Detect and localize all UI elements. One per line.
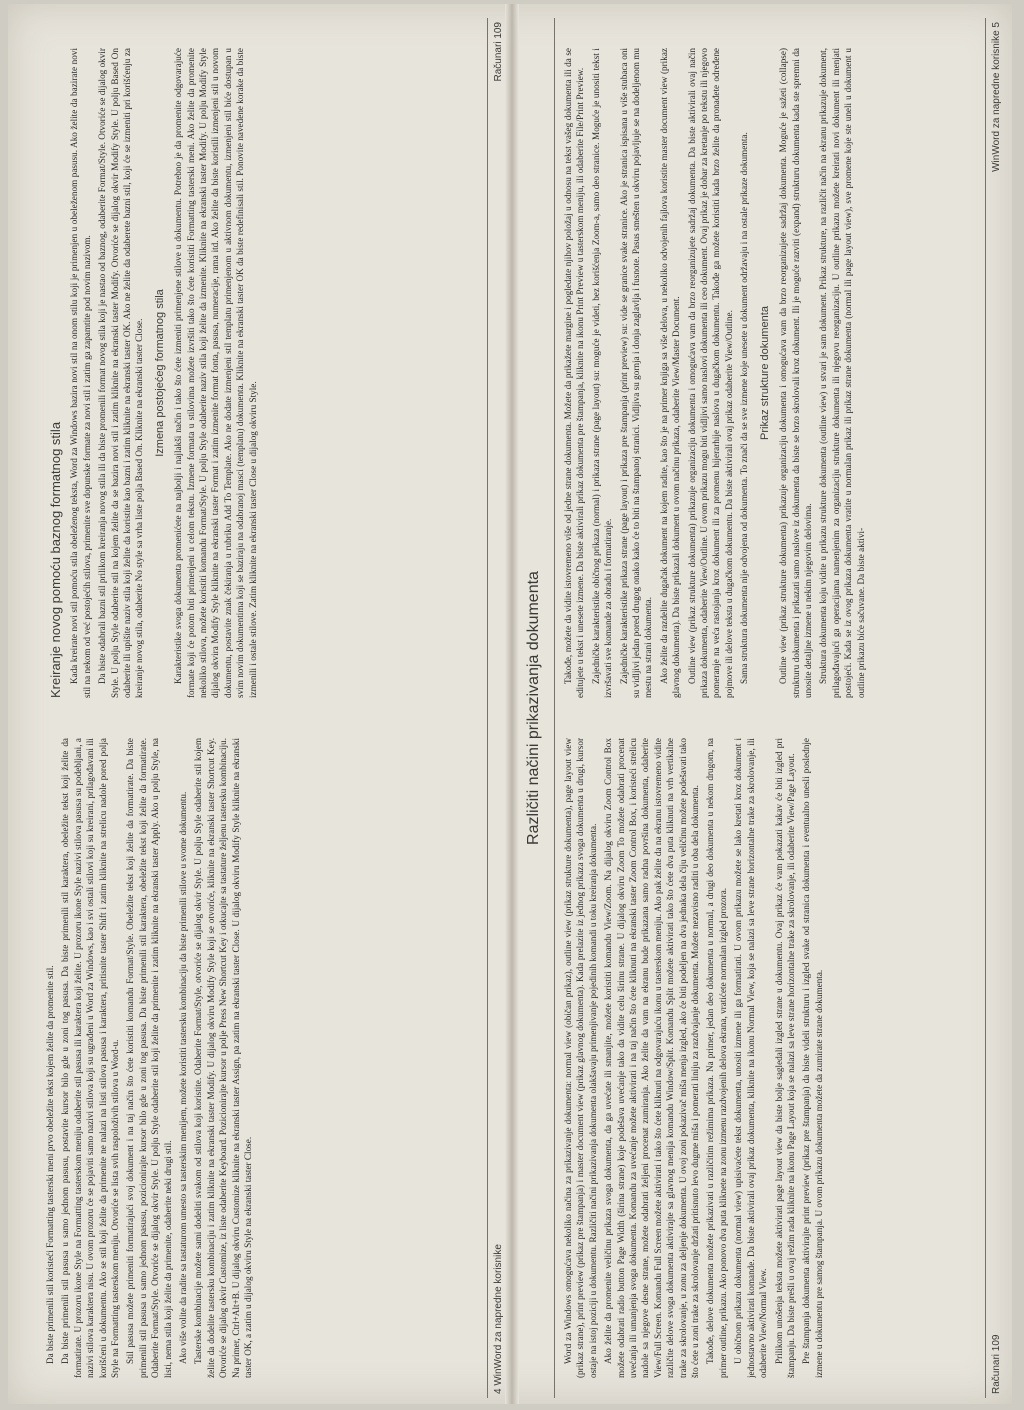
- paragraph: Struktura dokumenta koju vidite u prikazu strukture dokumenta (outline view) u stvari je sam dokument. Prikaz strukture, na različit način na ekranu prikazuje dokument, prilagođavajući ga operacijama namenjenim za organizaciju strukture dokumenta ili njegovu reorganizaciju. U outline prikazu možete kreirati novi dokument ili menjati postojeći. Kada se iz ovog prikaza dokumenta vratite u normalan prikaz ili prikaz strane dokumenta (normal ili page layout view), sve promene koje ste uneli u dokument u outline prikazu biće sačuvane. Da biste aktivi-: [818, 48, 866, 698]
- paragraph: Outline view (prikaz strukture dokumenta) prikazuje organizaciju dokumenta i omogućava vam da brzo reorganizujete sadržaj dokumenta. Moguće je sažeti (collapse) strukturu dokumenta i prikazati samo naslove iz dokumenta da biste se brzo skrolovali kroz dokument. Ili je moguće razviti (expand) strukturu dokumenta kada ste spremni da unosite detaljne izmene u nekim njegovim delovima.: [778, 48, 813, 698]
- footer-right: Računari 109: [493, 22, 504, 82]
- paragraph: Karakteristike svoga dokumenta promenićete na najbolji i najlakši način i tako što ćete izmeniti primenjene stilove u dokumentu. Potrebno je da promenite odgovarajuće formate koji će potom biti primenjeni u celom tekstu. Izmene formata u stilovima možete izvršiti tako što ćete koristiti Formatting tasterski meni. Ako želite da promenite nekoliko stilova, možete koristiti komandu Format/Style. U polju Style odaberite naziv stila koji želite da izmenite. Kliknite na ekranski taster Modify. U polju Modify Style dijalog okvira Modify Style kliknite na ekranski taster Format i zatim izmenite format fonta, pasusa, numeracije, rama itd. Ako želite da biste koristili izmenjeni stil u novom dokumentu, postavite znak čekiranja u rubriku Add To Template. Ako ne dodate izmenjeni stil templatu primenjenom u aktivnom dokumentu, izmenjeni stil biće dostupan u svim novim dokumentima koji se baziraju na odabranoj masci (templatu) dokumenta. Kliknite na ekranski taster OK da biste redefinisali stil. Ponovite navedene korake da biste izmenili i ostale stilove. Zatim kliknite na ekranski taster Close u dijalog okviru Style.: [173, 48, 258, 698]
- paragraph: Word za Windows omogućava nekoliko načina za prikazivanje dokumenta: normal view (običan prikaz), outline view (prikaz strukture dokumenta), page layout view (prikaz strane), print preview (prikaz pre štampanja) i master document view (prikaz glavnog dokumenta). Kada prelazite iz jednog prikaza svoga dokumenta u drugi, kursor ostaje na istoj poziciji u dokumentu. Različiti načini prikazivanja dokumenta olakšavaju primenjivanje pojedinih komandi u toku kreiranja dokumenta.: [563, 738, 598, 1378]
- section-heading: Kreiranje novog pomoću baznog formatnog stila: [48, 421, 63, 698]
- left-page: [30, 18, 510, 1398]
- footer-left: 4 WinWord za napredne korisnike: [493, 1244, 504, 1394]
- paragraph: Da biste primenili stil koristeći Formatting tasterski meni prvo obeležite tekst kojem želite da promenite stil.: [45, 965, 55, 1364]
- paragraph: Ako više volite da radite sa tastaturom umesto sa tasterskim menijem, možete koristiti tastersku kombinaciju da biste primenili stilove u svome dokumentu.: [178, 791, 189, 1364]
- paragraph: U običnom prikazu dokumenta (normal view) upisivaćete tekst dokumenta, unositi izmene ili ga formatirati. U ovom prikazu možete se lako kretati kroz dokument i jednostavno aktivirati komande. Da biste aktivirali ovaj prikaz dokumenta, kliknite na ikonu Normal View, koja se nalazi sa leve strane horizontalne trake za skrolovanje, ili odaberite View/Normal View.: [733, 738, 769, 1378]
- page-title: Različiti načini prikazivanja dokumenta: [528, 18, 555, 1398]
- paragraph: Ako želite da razdelite dugačak dokument na kojem radite, kao što je na primer knjiga sa više delova, u nekoliko odvojenih fajlova koristite master document view (prikaz glavnog dokumenta). Da biste prikazali dokument u ovom načinu prikaza, odaberite View/Master Document.: [658, 48, 682, 698]
- subsection-heading: Izmena postojećeg formatnog stila: [153, 289, 166, 457]
- footer-left: Računari 109: [991, 1334, 1002, 1394]
- left-page-column-2: [44, 48, 474, 698]
- paragraph: Sama struktura dokumenta nije odvojena od dokumenta. To znači da se sve izmene koje unesete u dokument održavaju i na ostale prikaze dokumenta.: [739, 132, 750, 684]
- left-page-column-1: [44, 738, 474, 1378]
- paragraph: Zajedničke karakteristike prikaza strane (page layout) i prikaza pre štampanja (print preview) su: vide se granice svake stranice. Ako je stranica ispisana u više stubaca oni su vidljivi jedan pored drugog onako kako će to biti na štampanoj stranici. Vidljiva su gornja i donja zaglavlja i fusnote. Pasus smešten u okviru pojavljuje se na dodeljenom mu mestu na strani dokumenta.: [618, 48, 654, 698]
- paragraph: Da biste primenili stil pasusa u samo jednom pasusu, postavite kursor bilo gde u zoni tog pasusa. Da biste primenili stil karaktera, obeležite tekst koji želite da formatirate. U prozoru ikone Style na Formatting tasterskom meniju odaberite stil pasusa ili karaktera koji želite. U prozoru ikone Style nazivi stilova pasusa su podebljani, a nazivi stilova karaktera nisu. U ovom prozoru će se pojaviti samo nazivi stilova koji su ugrađeni u Word za Windows, kao i svi ostali stilovi koji su kreirani, prilagođavani ili korišćeni u dokumentu. Ako se stil koji želite da primenite ne nalazi na listi stilova pasusa i karaktera, pritisnite taster Shift i zatim kliknite na strelicu nadole pored polja Style na Formatting tasterskom meniju. Otvoriće se lista svih raspoloživih stilova u Word-u.: [60, 738, 121, 1378]
- paragraph: Pre štampanja dokumenta aktivirajte print preview (prikaz pre štampanja) da biste videli strukturu i izgled svake od stranica dokumenta i eventualno unesli poslednje izmene u dokumentu pre samog štampanja. U ovom prikazu dokumenta možete da zumirate strane dokumenta.: [801, 738, 824, 1378]
- right-page-column-2: [562, 48, 974, 698]
- page-footer: [985, 18, 1008, 1398]
- paragraph: Ako želite da promenite veličinu prikaza svoga dokumenta, da ga uvećate ili smanjite, možete koristiti komandu View/Zoom. Na dijalog okviru Zoom Control Box možete odabrati radio button Page Width (širina strane) koje podešava uvećanje tako da vidite celu širinu strane. U dijalog okviru Zoom To možete odabrati procenat uvećanja ili umanjenja svoga dokumenta. Komandu za uvećanje možete aktivirati i na taj način što ćete kliknuti na ekranski taster Zoom Control Box, i koristeći strelicu nadole sa njegove desne strane, možete odabrati željeni procenat zumiranja. Ako želite da vam na ekranu bude prikazana samo radna površina dokumenta, odaberite View/Full Screen. Komandu Full Screen možete aktivirati i tako što ćete kliknuti na odgovarajuću ikonu u tasterskom meniju. Ako pak želite da na ekranu istovremeno vidite različite delove svoga dokumenta aktivirajte sa glavnog menija komandu Window/Split. Komandu Split možete aktivirati tako što ćete dva puta kliknuti na vrh vertikalne trake za skrolovanje, u zonu za deljenje dokumenta. U ovoj zoni pokazivač miša menja izgled, ako će biti podeljen na dva jednaka dela čiju veličinu možete podešavati tako što ćete u zoni trake za skrolovanje držati pritisnuto levo dugme miša i pomerati liniju za razdvajanje dokumenta. Možete nezavisno raditi u oba dela dokumenta.: [603, 738, 701, 1378]
- right-page-column-1: [562, 738, 974, 1378]
- right-page: [525, 18, 1008, 1398]
- paragraph: Kada kreirate novi stil pomoću stila obeleženog teksta, Word za Windows bazira novi stil na onom stilu koji je primenjen u obeleženom pasusu. Ako želite da bazirate novi stil na nekom od već postojećih stilova, primenite sve dopunske formate za novi stil i zatim ga zapamtite pod novim nazivom.: [69, 48, 92, 698]
- paragraph: Prilikom unošenja teksta možete aktivirati page layout view da biste bolje sagledali izgled strane u dokumentu. Ovaj prikaz će vam pokazati kakav će biti izgled pri štampanju. Da biste prešli u ovaj režim rada kliknite na ikonu Page Layout koja se nalazi sa leve strane horizontalne trake za skrolovanje, ili odaberite View/Page Layout.: [773, 738, 796, 1378]
- paragraph: Zajedničke karakteristike običnog prikaza (normal) i prikaza strane (page layout) su: moguće je videti, bez korišćenja Zoom-a, samo deo stranice. Moguće je unositi tekst i izvršavati sve komande za obradu i formatiranje.: [590, 48, 614, 698]
- footer-right: WinWord za napredne korisnike 5: [991, 22, 1002, 172]
- paragraph: Takođe, možete da vidite istovremeno više od jedne strane dokumenta. Možete da prikažete margine i pogledate njihov položaj u odnosu na tekst vašeg dokumenta ili da se editujete u tekst i unesete izmene. Da biste aktivirali prikaz dokumenta pre štampanja, kliknite na ikonu Print Preview u tasterskom meniju, ili odaberite File/Print Preview.: [563, 48, 586, 698]
- subsection-heading: Prikaz strukture dokumenta: [758, 306, 771, 440]
- paragraph: Da biste odabrali bazni stil prilikom kreiranja novog stila ili da biste promenili format novog stila koji je nastao od baznog, odaberite Format/Style. Otvoriće se dijalog okvir Style. U polju Style odaberite stil na kojem želite da se bazira novi stil i zatim kliknite na ekranski taster Modify. Otvoriće se dijalog okvir Modify Style. U polju Based On odaberite ili upišite naziv stila koji želite da koristite kao bazni i zatim kliknite na ekranski taster OK. Ako ne želite da odaberete bazni stil, koji će se izmeniti pri korišćenju za kreiranje novog stila, odaberite No style sa vrha liste polja Based On. Kliknite na ekranski taster Close.: [97, 48, 145, 698]
- paragraph: Tasterske kombinacije možete sami dodeliti svakom od stilova koji koristite. Odaberite Format/Style, otvoriće se dijalog okvir Style. U polju Style odaberite stil kojem želite da dodelite tastersku kombinaciju i zatim kliknite na ekranski taster Modify. U dijalog okviru Modify Style koji se otvoriće, kliknite na ekranski taster Shortcut Key. Otvoriće se dijalog okvir Customize, iz liste odaberite Keyboard. Pozicionirajte kursor u polje Press New Shortcut Key i otkucajte sa tastature željenu tastersku kombinaciju. Na primer, Ctrl+Alt+B. U dijalog okviru Customize kliknite na ekranski taster Assign, pa zatim na ekranski taster Close. U dijalog okviru Modify Style kliknite na ekranski taster OK, a zatim u dijalog okviru Style na ekranski taster Close.: [193, 738, 254, 1378]
- paragraph: Outline view (prikaz strukture dokumenta) prikazuje organizaciju dokumenta i omogućava vam da brzo reorganizujete sadržaj dokumenta. Da biste aktivirali ovaj način prikaza dokumenta, odaberite View/Outline. U ovom prikazu mogu biti vidljivi samo naslovi dokumenta ili ceo dokument. Ovaj prikaz je dobar za kretanje po tekstu ili njegovo pomeranje na veća rastojanja kroz dokument ili za promenu hijerarhije naslova u dugačkom dokumentu. Takođe ga možete koristiti kada brzo želite da pronađete određene pojmove ili delove teksta u dugačkom dokumentu. Da biste aktivirali ovaj prikaz odaberite View/Outline.: [686, 48, 734, 698]
- page-footer: [487, 18, 510, 1398]
- paragraph: Stil pasusa možete primeniti formatirajući svoj dokument i na taj način što ćete koristiti komandu Format/Style. Obeležite tekst koji želite da formatirate. Da biste primenili stil pasusa u samo jednom pasusu, pozicionirajte kursor bilo gde u zoni tog pasusa. Da biste primenili stil karaktera, obeležite tekst koji želite da formatirate. Odaberite Format/Style. Otvoriće se dijalog okvir Style. U polju Style odaberite stil koji želite da primenite i zatim kliknite na ekranski taster Apply. Ako u polju Style, na listi, nema stila koji želite da primenite, odaberite neki drugi stil.: [125, 738, 173, 1378]
- paragraph: Takođe, delove dokumenta možete prikazivati u različitim režimima prikaza. Na primer, jedan deo dokumenta u normal, a drugi deo dokumenta u nekom drugom, na primer outline, prikazu. Ako ponovo dva puta kliknete na zonu izmenu razdvojenih delova ekrana, vratićete normalan izgled prozora.: [705, 738, 728, 1378]
